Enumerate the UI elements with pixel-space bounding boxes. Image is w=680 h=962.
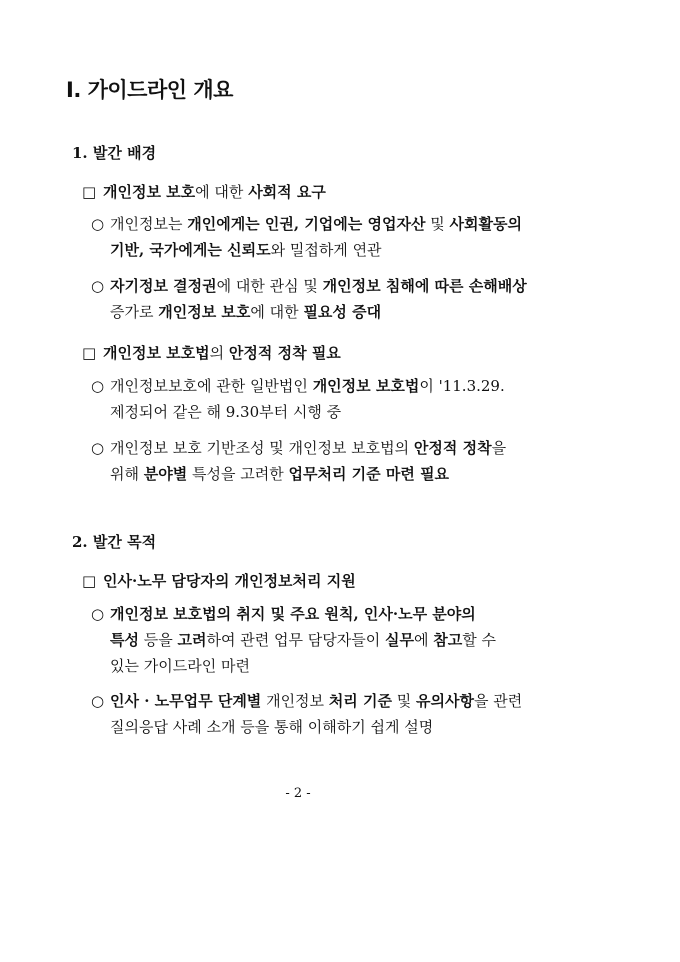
box-bullet: □ [82,572,97,590]
circle-bullet: ○ [91,215,105,233]
circle-item-step-guide: ○ 인사 · 노무업무 단계별 개인정보 처리 기준 및 유의사항을 관련 질의응답 사례 소개 등을 통해 이해하기 쉽게 설명 [91,688,536,740]
box-item-social-demand: □ 개인정보 보호에 대한 사회적 요구 [82,183,326,201]
circle-item-general-law: ○ 개인정보보호에 관한 일반법인 개인정보 보호법이 '11.3.29. 제정되어 같은 해 9.30부터 시행 중 [91,373,536,425]
circle-bullet: ○ [91,692,105,710]
circle-item-guideline: ○ 개인정보 보호법의 취지 및 주요 원칙, 인사·노무 분야의 특성 등을 고려하여 관련 업무 담당자들이 실무에 참고할 수 있는 가이드라인 마련 [91,601,536,679]
box-item-hr-support: □ 인사·노무 담당자의 개인정보처리 지원 [82,572,356,590]
box-item-law-settlement: □ 개인정보 보호법의 안정적 정착 필요 [82,344,341,362]
circle-item-sector-standards: ○ 개인정보 보호 기반조성 및 개인정보 보호법의 안정적 정착을 위해 분야별 특성을 고려한 업무처리 기준 마련 필요 [91,435,536,487]
box-bullet: □ [82,183,97,201]
circle-item-personal-info: ○ 개인정보는 개인에게는 인권, 기업에는 영업자산 및 사회활동의 기반, 국가에게는 신뢰도와 밀접하게 연관 [91,211,536,263]
circle-bullet: ○ [91,605,105,623]
box-bullet: □ [82,344,97,362]
circle-bullet: ○ [91,277,105,295]
chapter-title: Ⅰ. 가이드라인 개요 [66,78,233,102]
section-heading-background: 1. 발간 배경 [72,144,157,162]
circle-bullet: ○ [91,377,105,395]
circle-bullet: ○ [91,439,105,457]
circle-item-self-determination: ○ 자기정보 결정권에 대한 관심 및 개인정보 침해에 따른 손해배상 증가로 개인정보 보호에 대한 필요성 증대 [91,273,536,325]
page-number: - 2 - [285,786,311,801]
section-heading-purpose: 2. 발간 목적 [72,533,157,551]
